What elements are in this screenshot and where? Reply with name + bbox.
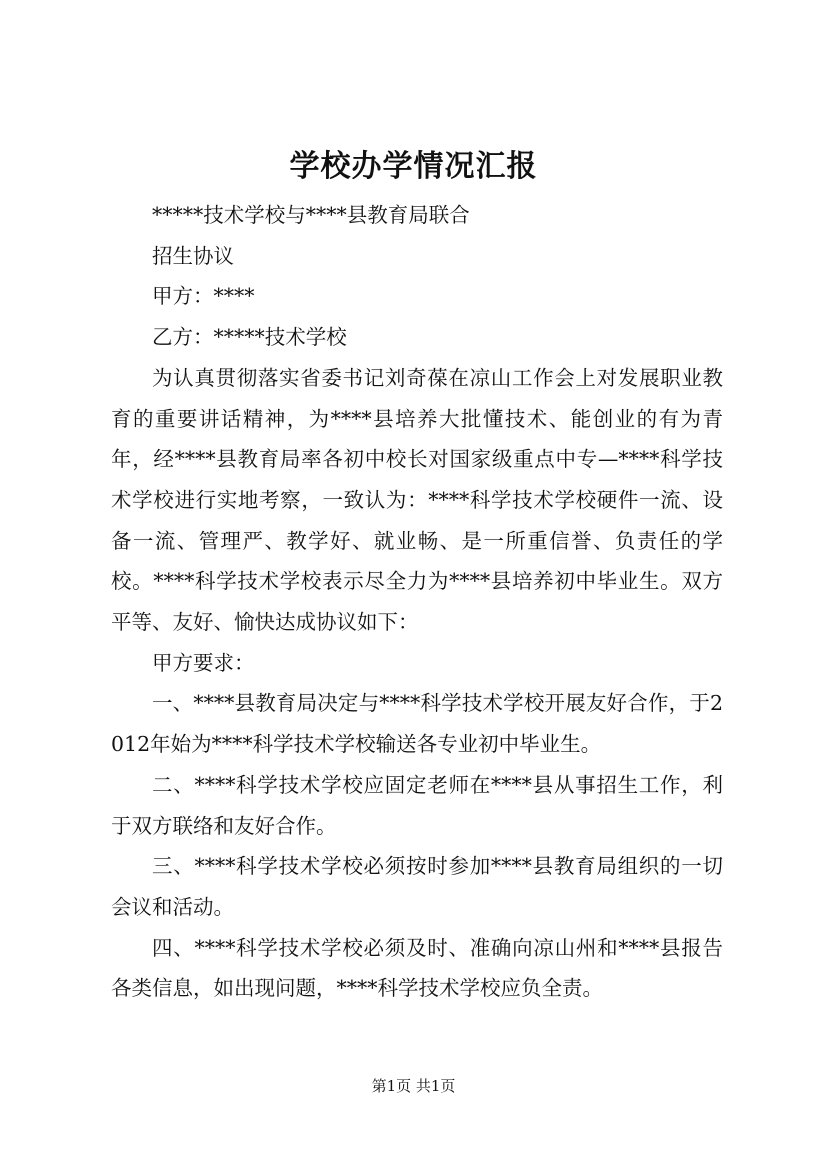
document-body	[111, 195, 723, 1009]
paragraph-intro: 为认真贯彻落实省委书记刘奇葆在凉山工作会上对发展职业教育的重要讲话精神，为****县培养大批懂技术、能创业的有为青年，经****县教育局率各初中校长对国家级重点中专—****科学技术学校进行实地考察，一致认为：****科学技术学校硬件一流、设备一流、管理严、教学好、就业畅、是一所重信誉、负责任的学校。****科学技术学校表示尽全力为****县培养初中毕业生。双方平等、友好、愉快达成协议如下：	[111, 365, 723, 635]
paragraph-clause-1: 一、****县教育局决定与****科学技术学校开展友好合作，于2012年始为****科学技术学校输送各专业初中毕业生。	[111, 691, 723, 757]
document-title: 学校办学情况汇报	[289, 149, 538, 184]
paragraph-party-a: 甲方：****	[152, 284, 255, 309]
paragraph-agreement-title: 招生协议	[152, 243, 234, 268]
paragraph-party-b: 乙方：*****技术学校	[152, 325, 347, 350]
page-footer: 第1页 共1页	[371, 1077, 456, 1095]
paragraph-clause-3: 三、****科学技术学校必须按时参加****县教育局组织的一切会议和活动。	[111, 854, 723, 919]
paragraph-clause-2: 二、****科学技术学校应固定老师在****县从事招生工作，利于双方联络和友好合作。	[111, 772, 723, 838]
paragraph-party-a-requirements: 甲方要求：	[152, 650, 255, 675]
paragraph-school-union: *****技术学校与****县教育局联合	[152, 203, 470, 227]
paragraph-clause-4: 四、****科学技术学校必须及时、准确向凉山州和****县报告各类信息，如出现问题，****科学技术学校应负全责。	[111, 935, 723, 1001]
